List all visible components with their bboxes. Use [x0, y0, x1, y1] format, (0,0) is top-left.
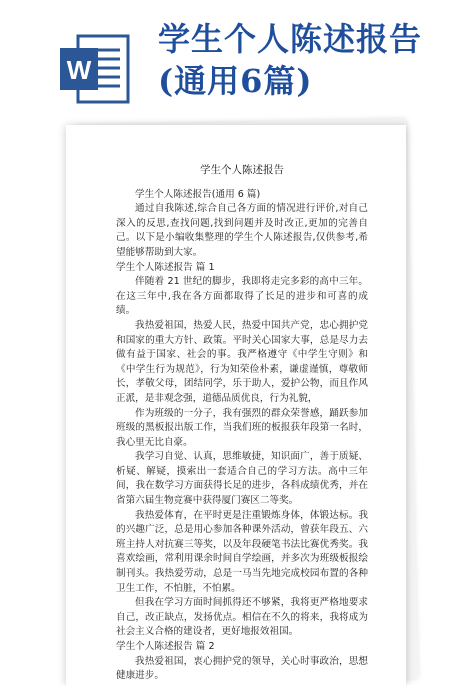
paragraph: 作为班级的一分子，我有强烈的群众荣誉感，踊跃参加班级的黑板报出版工作，当我们班的板报获年段第一名时，我心里无比自豪。: [116, 407, 368, 448]
document-subtitle: 学生个人陈述报告(通用 6 篇): [135, 188, 261, 200]
document-body: [116, 163, 368, 684]
section-heading-1: 学生个人陈述报告 篇 1: [116, 261, 215, 273]
intro-paragraph: 通过自我陈述,综合自己各方面的情况进行评价,对自己深入的反思,查找问题,找到问题并及时改正,更加的完善自己。以下是小编收集整理的学生个人陈述报告,仅供参考,希望能够帮助到大家。: [116, 203, 368, 258]
document-page: [66, 125, 406, 685]
banner-title-line1: 学生个人陈述报告: [158, 20, 423, 58]
paragraph: 但我在学习方面时间抓得还不够紧，我将更严格地要求自己，改正缺点，发扬优点。相信在不久的将来，我将成为社会主义合格的建设者，更好地报效祖国。: [116, 597, 368, 638]
paragraph: 伴随着 21 世纪的脚步，我即将走完多彩的高中三年。在这三年中,我在各方面都取得了长足的进步和可喜的成绩。: [116, 276, 368, 317]
logo-letter: W: [66, 55, 92, 85]
section-heading-2: 学生个人陈述报告 篇 2: [116, 641, 215, 652]
paragraph: 我热爱祖国，衷心拥护党的领导，关心时事政治，思想健康进步。: [116, 655, 368, 682]
document-title: 学生个人陈述报告: [200, 164, 284, 176]
paragraph: 我学习自觉、认真，思维敏捷，知识面广，善于质疑、析疑、解疑，摸索出一套适合自己的学习方法。高中三年间，我在数学习方面获得长足的进步，各科成绩优秀，并在省第六届生物竞赛中获得厦门赛区二等奖。: [116, 451, 368, 507]
paragraph: 我热爱体育，在平时更是注重锻炼身体，体锻达标。我的兴趣广泛，总是用心参加各种课外活动，曾获年段五、六班主持人对抗赛三等奖，以及年段硬笔书法比赛优秀奖。我喜欢绘画，常利用课余时间自学绘画，并多次为班级板报绘制刊头。我热爱劳动，总是一马当先地完成校园布置的各种卫生工作，不怕脏，不怕累。: [116, 509, 368, 594]
paragraph: 我热爱祖国，热爱人民，热爱中国共产党，忠心拥护党和国家的重大方针、政策。平时关心国家大事，总是尽力去做有益于国家、社会的事。我严格遵守《中学生守则》和《中学生行为规范》，行为知荣俭朴素，谦虚谨慎，尊敬师长，孝敬父母，团结同学，乐于助人，爱护公物，而且作风正派，是非观念强，道德品质优良，行为礼貌，: [116, 319, 368, 404]
word-document-icon: [56, 30, 134, 108]
banner-title-line2: (通用6篇): [158, 62, 313, 100]
banner-title: [158, 18, 422, 102]
